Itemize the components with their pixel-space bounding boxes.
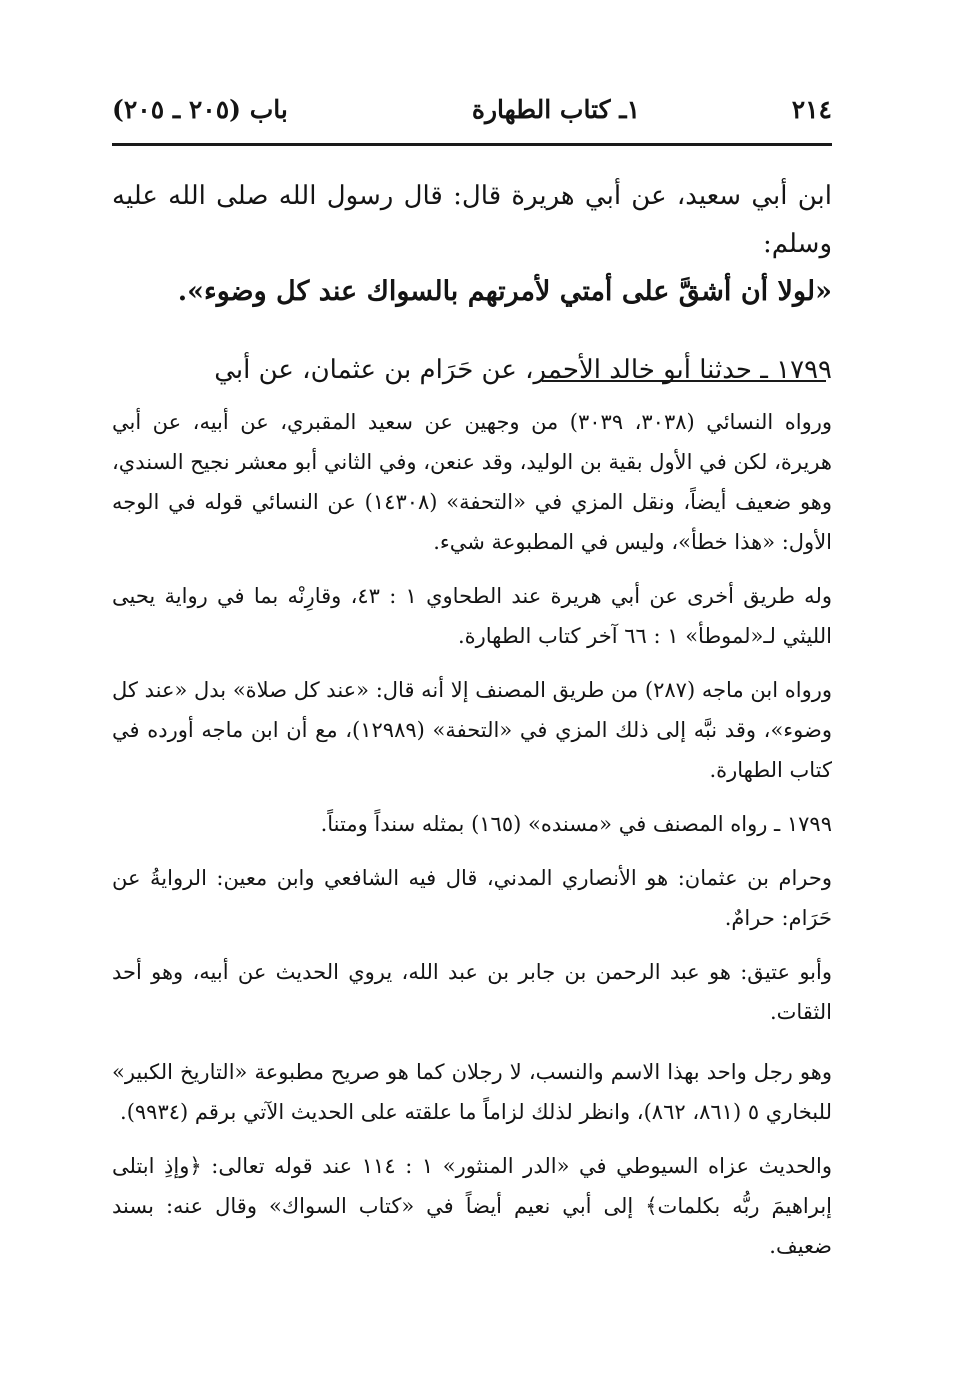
footnote-paragraph: وهو رجل واحد بهذا الاسم والنسب، لا رجلان كما هو صريح مطبوعة «التاريخ الكبير» للبخاري ٥ (٨٦١، ٨٦٢)، وانظر لذلك لزاماً ما علقته على الحديث الآتي برقم (٩٩٣٤). xyxy=(112,1060,832,1124)
footnotes xyxy=(112,402,832,1266)
footnote-paragraph: ورواه النسائي (٣٠٣٨، ٣٠٣٩) من وجهين عن سعيد المقبري، عن أبيه، عن أبي هريرة، لكن في الأول بقية بن الوليد، وقد عنعن، وفي الثاني أبو معشر نجيح السندي، وهو ضعيف أيضاً، ونقل المزي في «التحفة» (١٤٣٠٨) عن النسائي قوله في الوجه الأول: «هذا خطأ»، وليس في المطبوعة شيء. xyxy=(112,410,833,554)
main-text xyxy=(112,172,832,394)
page-number: ٢١٤ xyxy=(791,95,832,124)
page-header xyxy=(112,92,832,132)
hadith-quote: «لولا أن أشقَّ على أمتي لأمرتهم بالسواك عند كل وضوء». xyxy=(177,276,832,307)
hadith-1799: ١٧٩٩ ـ حدثنا أبو خالد الأحمر، عن حَرَام بن عثمان، عن أبي xyxy=(214,355,832,385)
footnote-rule xyxy=(542,380,826,382)
header-rule xyxy=(112,143,832,146)
footnote-paragraph: وحرام بن عثمان: هو الأنصاري المدني، قال فيه الشافعي وابن معين: الروايةُ عن حَرَام: حرامٌ. xyxy=(112,866,832,930)
footnote-paragraph: وله طريق أخرى عن أبي هريرة عند الطحاوي ١ : ٤٣، وقارِنْه بما في رواية يحيى الليثي لـ«لموطأ» ١ : ٦٦ آخر كتاب الطهارة. xyxy=(112,584,832,648)
footnote-paragraph: ورواه ابن ماجه (٢٨٧) من طريق المصنف إلا أنه قال: «عند كل صلاة» بدل «عند كل وضوء»، وقد نبَّه إلى ذلك المزي في «التحفة» (١٢٩٨٩)، مع أن ابن ماجه أورده في كتاب الطهارة. xyxy=(112,678,832,782)
footnote-paragraph: ١٧٩٩ ـ رواه المصنف في «مسنده» (١٦٥) بمثله سنداً ومتناً. xyxy=(320,812,832,836)
book-title: ١ـ كتاب الطهارة xyxy=(471,95,640,124)
main-line: ابن أبي سعيد، عن أبي هريرة قال: قال رسول الله صلى الله عليه وسلم: xyxy=(112,181,832,259)
footnote-paragraph: والحديث عزاه السيوطي في «الدر المنثور» ١ : ١١٤ عند قوله تعالى: ﴿وإذِ ابتلى إبراهيمَ ربُّه بكلمات﴾ إلى أبي نعيم أيضاً في «كتاب السواك» وقال عنه: بسند ضعيف. xyxy=(112,1154,833,1258)
footnote-paragraph: وأبو عتيق: هو عبد الرحمن بن جابر بن عبد الله، يروي الحديث عن أبيه، وهو أحد الثقات. xyxy=(112,960,832,1024)
chapter-label: باب (٢٠٥ ـ ٢٠٥) xyxy=(112,95,288,124)
